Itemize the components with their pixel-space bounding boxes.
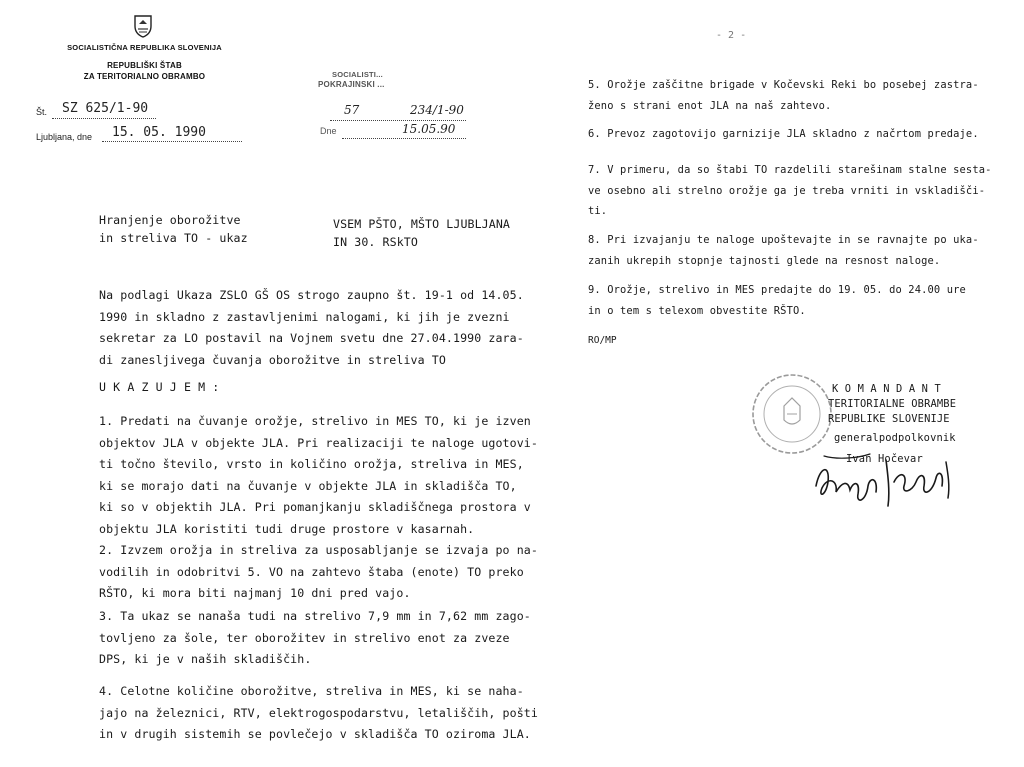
point-6 [588, 124, 979, 145]
point-line: 2. Izvzem orožja in streliva za usposabljanje se izvaja po na- [99, 543, 538, 557]
point-line: 7. V primeru, da so štabi TO razdelili starešinam stalne sesta- [588, 164, 992, 176]
stamp-number: 57 [344, 103, 360, 117]
intro-line: 1990 in skladno z zastavljenimi nalogami, ki jih je zvezni [99, 309, 510, 324]
intro-line: di zanesljivega čuvanja oborožitve in streliva TO [99, 352, 446, 367]
page-number: - 2 - [716, 30, 747, 41]
point-line: objektov JLA v objekte JLA. Pri realizaciji te naloge ugotovi- [99, 435, 538, 450]
recipient [333, 214, 510, 253]
letterhead [62, 43, 227, 81]
signature-name: Ivan Hočevar [846, 453, 923, 465]
point-7 [588, 160, 992, 222]
stamp-underline-1 [330, 120, 466, 121]
point-line: DPS, ki je v naših skladiščih. [99, 652, 312, 666]
signature-rank: generalpodpolkovnik [834, 432, 956, 444]
coat-of-arms-icon [133, 14, 153, 42]
intro-line: sekretar za LO postavil na Vojnem svetu dne 27.04.1990 zara- [99, 331, 524, 345]
stamp-line1: SOCIALISTI... [332, 70, 383, 79]
point-1 [99, 411, 538, 540]
point-line: 9. Orožje, strelivo in MES predajte do 19. 05. do 24.00 ure [588, 284, 966, 296]
point-line: RŠTO, ki mora biti najmanj 10 dni pred vajo. [99, 586, 411, 600]
point-line: ženo s strani enot JLA na naš zahtevo. [588, 99, 832, 112]
signature-org-line2: REPUBLIKE SLOVENIJE [828, 413, 950, 425]
point-line: 6. Prevoz zagotovijo garnizije JLA skladno z načrtom predaje. [588, 128, 979, 140]
subject-line1: Hranjenje oborožitve [99, 213, 241, 227]
document-number: SZ 625/1-90 [62, 101, 149, 116]
signature-org-line1: TERITORIALNE OBRAMBE [828, 398, 957, 410]
date-label: Ljubljana, dne [36, 132, 93, 142]
subject [99, 210, 248, 249]
letterhead-staff: REPUBLIŠKI ŠTAB [107, 61, 182, 70]
letterhead-republic: SOCIALISTIČNA REPUBLIKA SLOVENIJA [67, 43, 222, 52]
point-line: in o tem s telexom obvestite RŠTO. [588, 304, 806, 317]
point-5 [588, 75, 979, 116]
document-date: 15. 05. 1990 [112, 125, 206, 140]
point-2 [99, 540, 538, 605]
typist-initials: RO/MP [588, 335, 617, 346]
order-heading: U K A Z U J E M : [99, 380, 220, 394]
point-line: jajo na železnici, RTV, elektrogospodarstvu, letališčih, pošti [99, 705, 538, 720]
point-line: vodilih in odobritvi 5. VO na zahtevo štaba (enote) TO preko [99, 564, 524, 579]
stamp-reference: 234/1-90 [410, 103, 464, 117]
point-line: ti točno število, vrsto in količino orožja, streliva in MES, [99, 457, 524, 471]
recipient-line2: IN 30. RSkTO [333, 234, 418, 249]
signature-title: K O M A N D A N T [832, 383, 941, 395]
point-line: 5. Orožje zaščitne brigade v Kočevski Reki bo posebej zastra- [588, 79, 979, 91]
point-8 [588, 230, 979, 271]
point-line: 4. Celotne količine oborožitve, streliva in MES, ki se naha- [99, 684, 524, 698]
point-line: 3. Ta ukaz se nanaša tudi na strelivo 7,9 mm in 7,62 mm zago- [99, 609, 531, 623]
point-line: zanih ukrepih stopnje tajnosti glede na resnost naloge. [588, 254, 941, 267]
point-line: ki se morajo dati na čuvanje v objekte JLA in skladišča TO, [99, 478, 517, 493]
point-line: tovljeno za šole, ter oborožitev in strelivo enot za zveze [99, 630, 510, 645]
point-line: ki so v objektih JLA. Pri pomanjkanju skladiščnega prostora v [99, 500, 531, 514]
stamp-line2: POKRAJINSKI ... [318, 80, 385, 89]
date-underline [102, 141, 242, 142]
stamp-underline-2 [342, 138, 466, 139]
point-line: 8. Pri izvajanju te naloge upoštevajte in se ravnajte po uka- [588, 234, 979, 246]
point-4 [99, 681, 538, 746]
received-stamp [318, 70, 478, 140]
official-seal-icon [750, 372, 834, 460]
subject-line2: in streliva TO - ukaz [99, 230, 248, 245]
point-line: in v drugih sistemih se povlečejo v skladišča TO oziroma JLA. [99, 727, 531, 741]
point-line: ti. [588, 205, 608, 217]
point-3 [99, 606, 531, 671]
number-label: Št. [36, 107, 48, 117]
handwritten-signature-icon [808, 452, 958, 514]
stamp-date-label: Dne [320, 126, 337, 136]
recipient-line1: VSEM PŠTO, MŠTO LJUBLJANA [333, 217, 511, 231]
point-line: ve osebno ali strelno orožje ga je treba vrniti in vskladišči- [588, 184, 986, 197]
stamp-date: 15.05.90 [402, 122, 456, 136]
point-line: 1. Predati na čuvanje orožje, strelivo in MES TO, ki je izven [99, 414, 531, 428]
point-line: objektu JLA koristiti tudi druge prostore v kasarnah. [99, 521, 475, 536]
intro-line: Na podlagi Ukaza ZSLO GŠ OS strogo zaupno št. 19-1 od 14.05. [99, 288, 524, 302]
point-9 [588, 280, 966, 321]
intro-paragraph [99, 285, 524, 371]
letterhead-territorial: ZA TERITORIALNO OBRAMBO [83, 72, 206, 81]
number-underline [52, 118, 156, 119]
